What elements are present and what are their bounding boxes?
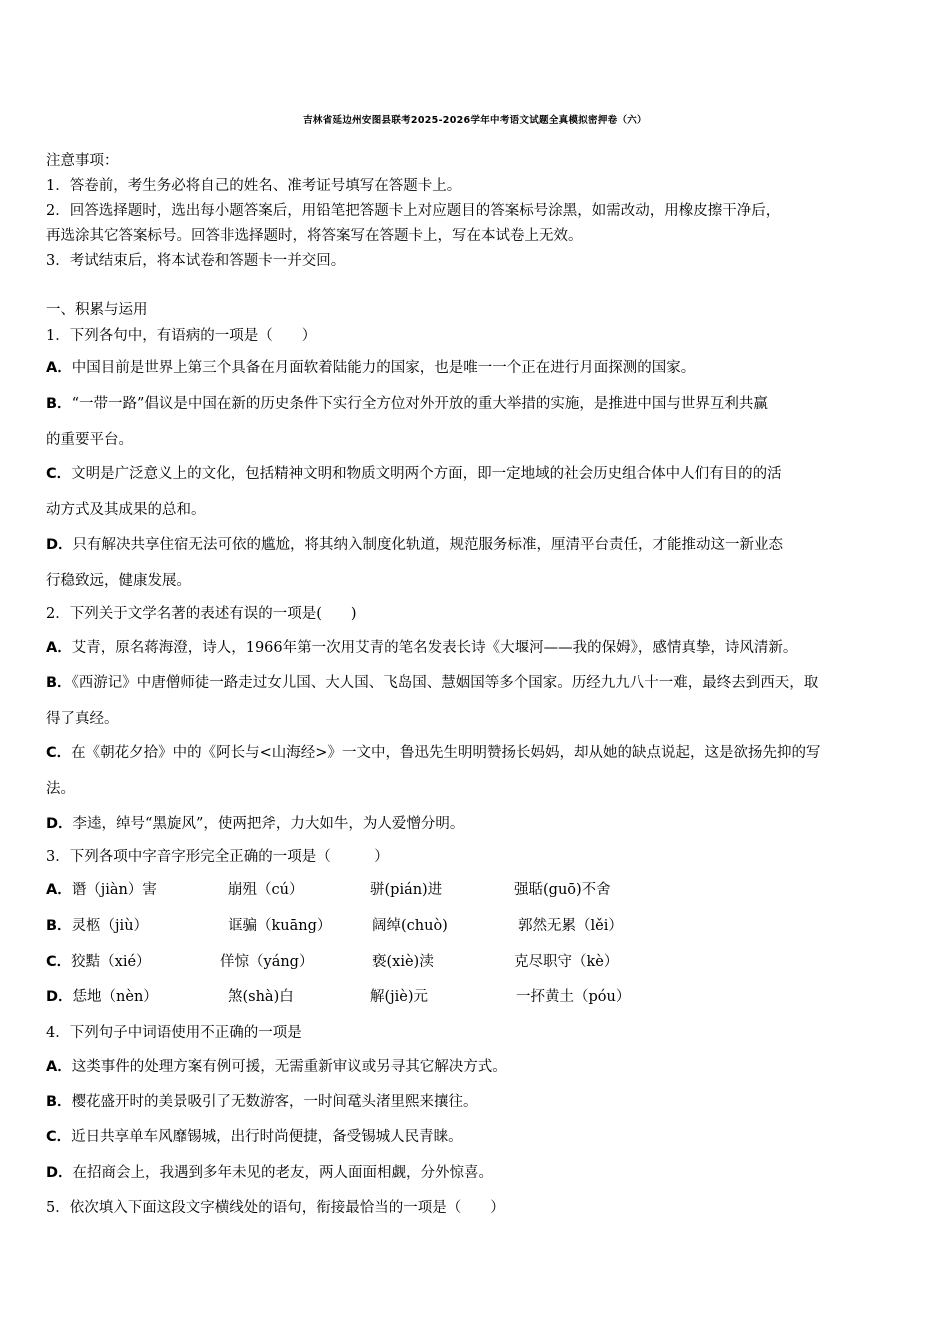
q3-item: 克尽职守（kè） [514, 954, 619, 970]
option-text: 樱花盛开时的美景吸引了无数游客，一时间鼋头渚里熙来攘往。 [71, 1094, 478, 1110]
q1-option-a [46, 358, 695, 378]
option-label: C． [46, 466, 72, 482]
option-label: D． [46, 537, 73, 553]
q3-item: 煞(shà)白 [228, 989, 294, 1005]
option-label: A． [46, 1059, 72, 1075]
q2-option-b-cont: 得了真经。 [46, 711, 119, 727]
q2-option-b [46, 673, 818, 693]
option-text: 艾青，原名蒋海澄，诗人，1966年第一次用艾青的笔名发表长诗《大堰河——我的保姆》，感情真挚，诗风清新。 [71, 640, 798, 656]
q1-option-c [46, 464, 782, 484]
q4-option-c [46, 1127, 463, 1147]
option-text: 文明是广泛意义上的文化，包括精神文明和物质文明两个方面，即一定地域的社会历史组合体中人们有目的的活 [71, 466, 782, 482]
q1-option-b-cont: 的重要平台。 [46, 432, 133, 448]
notice-line: 3．考试结束后，将本试卷和答题卡一并交回。 [46, 253, 346, 269]
q2-option-a [46, 638, 797, 658]
notice-line: 再选涂其它答案标号。回答非选择题时，将答案写在答题卡上，写在本试卷上无效。 [46, 228, 583, 244]
option-text: 中国目前是世界上第三个具备在月面软着陆能力的国家，也是唯一一个正在进行月面探测的国家。 [71, 360, 696, 376]
option-label: A． [46, 640, 72, 656]
option-text: 李逵，绰号“黑旋风”，使两把斧，力大如牛，为人爱憎分明。 [72, 816, 465, 832]
q3-item: 诓骗（kuāng） [228, 918, 332, 934]
question-1-stem: 1．下列各句中，有语病的一项是（ ） [46, 328, 317, 344]
q3-item: 阔绰(chuò) [372, 918, 448, 934]
page-title: 吉林省延边州安图县联考2025-2026学年中考语文试题全真模拟密押卷（六） [303, 115, 647, 126]
option-text: 在《朝花夕拾》中的《阿长与<山海经>》一文中，鲁迅先生明明赞扬长妈妈，却从她的缺点说起，这是欲扬先抑的写 [71, 745, 821, 761]
q1-option-d [46, 535, 783, 555]
option-text: 在招商会上，我遇到多年未见的老友，两人面面相觑，分外惊喜。 [72, 1165, 494, 1181]
q4-option-a [46, 1057, 507, 1077]
option-label: B． [46, 396, 72, 412]
option-text: 只有解决共享住宿无法可依的尴尬，将其纳入制度化轨道，规范服务标准，厘清平台责任，才能推动这一新业态 [72, 537, 784, 553]
option-text: 《西游记》中唐僧师徒一路走过女儿国、大人国、飞岛国、慧姻国等多个国家。历经九九八十一难，最终去到西天，取 [71, 675, 819, 691]
option-label: C． [46, 745, 72, 761]
q4-option-d [46, 1163, 493, 1183]
q3-item: 一抔黄土（póu） [516, 989, 631, 1005]
q3-row-a-label: A．谮（jiàn）害 [46, 882, 157, 898]
notice-heading: 注意事项： [46, 153, 119, 169]
q3-item: 郭然无累（lěi） [518, 918, 623, 934]
question-2-stem: 2．下列关于文学名著的表述有误的一项是( ) [46, 606, 357, 622]
q3-item: 骈(pián)进 [370, 882, 443, 898]
option-label: A． [46, 360, 72, 376]
option-label: C． [46, 1129, 72, 1145]
notice-line: 2．回答选择题时，选出每小题答案后，用铅笔把答题卡上对应题目的答案标号涂黑，如需改动，用橡皮擦干净后， [46, 203, 781, 219]
q2-option-c-cont: 法。 [46, 781, 75, 797]
q4-option-b [46, 1092, 478, 1112]
question-5-stem: 5．依次填入下面这段文字横线处的语句，衔接最恰当的一项是（ ） [46, 1200, 505, 1216]
q3-item: 崩殂（cú） [228, 882, 304, 898]
q1-option-b [46, 394, 768, 414]
q3-item: 佯惊（yáng） [220, 954, 314, 970]
q2-option-c [46, 743, 820, 763]
q1-option-c-cont: 动方式及其成果的总和。 [46, 502, 206, 518]
option-label: B． [46, 675, 72, 691]
section-heading: 一、积累与运用 [46, 302, 148, 318]
q3-row-c-label: C．狡黠（xié） [46, 954, 151, 970]
option-label: D． [46, 816, 73, 832]
option-label: B． [46, 1094, 72, 1110]
option-text: 这类事件的处理方案有例可援，无需重新审议或另寻其它解决方式。 [71, 1059, 507, 1075]
question-4-stem: 4．下列句子中词语使用不正确的一项是 [46, 1025, 302, 1041]
option-text: 近日共享单车风靡锡城，出行时尚便捷，备受锡城人民青睐。 [71, 1129, 463, 1145]
q3-item: 亵(xiè)渎 [372, 954, 434, 970]
option-label: D． [46, 1165, 73, 1181]
option-text: “一带一路”倡议是中国在新的历史条件下实行全方位对外开放的重大举措的实施，是推进中国与世界互利共赢 [71, 396, 768, 412]
q3-item: 解(jiè)元 [370, 989, 429, 1005]
notice-line: 1．答卷前，考生务必将自己的姓名、准考证号填写在答题卡上。 [46, 178, 462, 194]
q1-option-d-cont: 行稳致远，健康发展。 [46, 573, 191, 589]
q3-item: 强聒(guō)不舍 [514, 882, 611, 898]
q2-option-d [46, 814, 464, 834]
q3-row-d-label: D．恁地（nèn） [46, 989, 158, 1005]
q3-row-b-label: B．灵柩（jiù） [46, 918, 149, 934]
question-3-stem: 3．下列各项中字音字形完全正确的一项是（ ） [46, 849, 389, 865]
